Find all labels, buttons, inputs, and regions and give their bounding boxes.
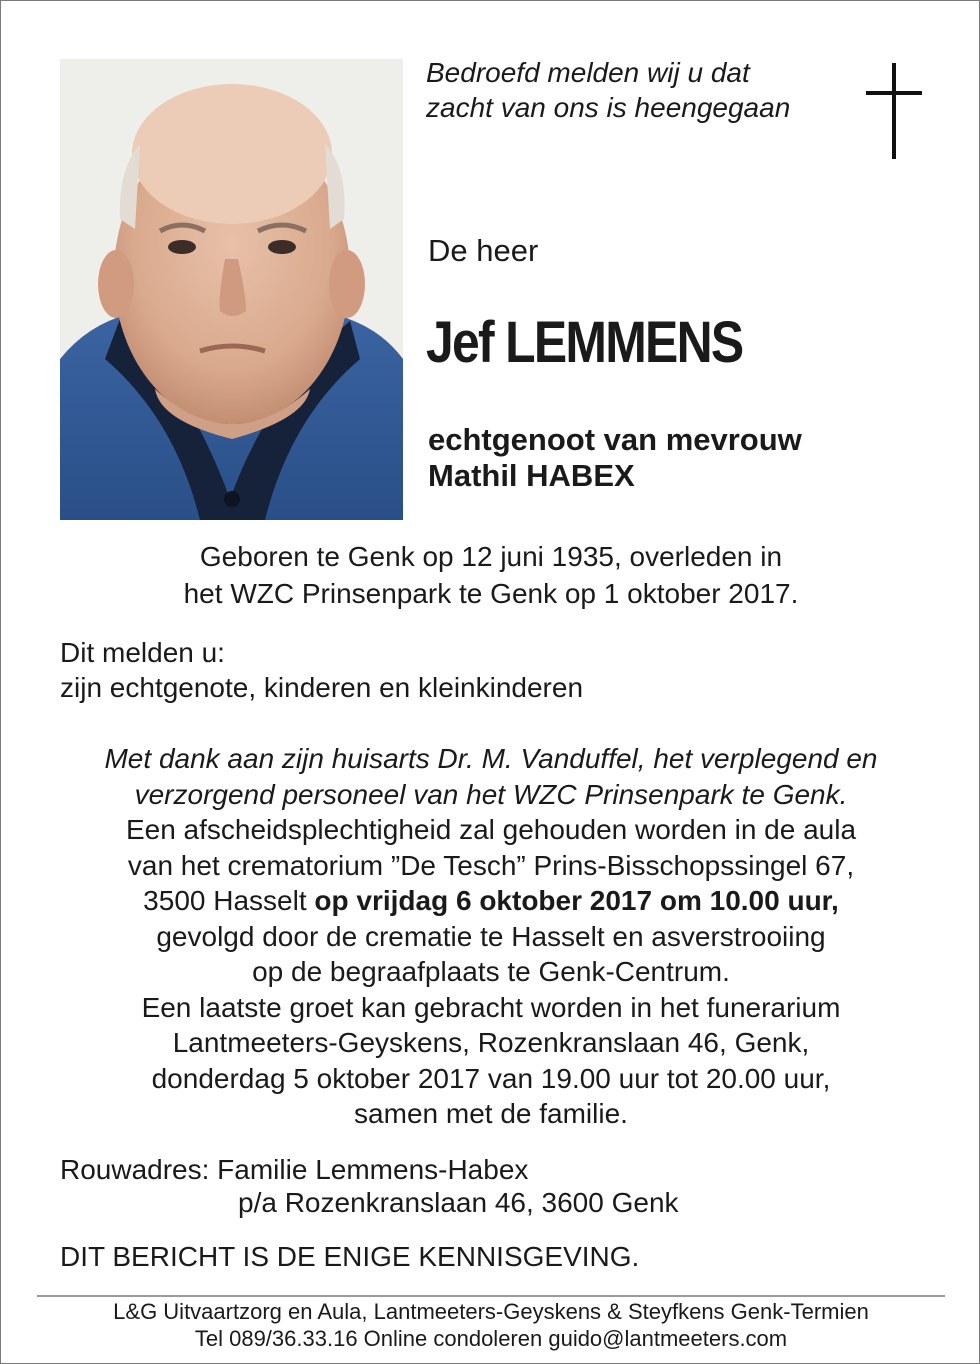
ceremony-line: Een afscheidsplechtigheid zal gehouden worden in de aula [125, 814, 857, 845]
announced-by [60, 635, 583, 705]
ceremony-text [41, 741, 941, 1132]
announce-family: zijn echtgenote, kinderen en kleinkinderen [60, 672, 584, 703]
thanks-line: Met dank aan zijn huisarts Dr. M. Vanduffel, het verplegend en [104, 743, 878, 774]
honorific: De heer [428, 233, 539, 268]
mourning-address: Rouwadres: Familie Lemmens-Habex [60, 1154, 529, 1185]
ceremony-line: Een laatste groet kan gebracht worden in het funerarium [141, 991, 841, 1023]
cross-icon [866, 63, 922, 159]
spouse-name: Mathil HABEX [428, 458, 635, 493]
ceremony-line: samen met de familie. [354, 1098, 628, 1129]
footer-divider [37, 1295, 945, 1297]
ceremony-line: Lantmeeters-Geyskens, Rozenkranslaan 46, Genk, [172, 1027, 810, 1058]
thanks-line: verzorgend personeel van het WZC Prinsenpark te Genk. [134, 778, 848, 810]
ceremony-line: gevolgd door de crematie te Hasselt en asverstrooiing [156, 920, 826, 952]
birth-line: Geboren te Genk op 12 juni 1935, overleden in [199, 541, 783, 572]
ceremony-line: op de begraafplaats te Genk-Centrum. [252, 956, 730, 987]
mourning-address-street: p/a Rozenkranslaan 46, 3600 Genk [238, 1187, 679, 1218]
birth-death-info [41, 538, 941, 612]
ceremony-date-line [41, 883, 941, 919]
ceremony-date: op vrijdag 6 oktober 2017 om 10.00 uur, [314, 885, 839, 916]
sole-notice: DIT BERICHT IS DE ENIGE KENNISGEVING. [60, 1241, 640, 1272]
spouse-line: echtgenoot van mevrouw [428, 422, 802, 457]
intro-text [426, 55, 790, 125]
ceremony-line: donderdag 5 oktober 2017 van 19.00 uur tot 20.00 uur, [151, 1062, 831, 1094]
intro-line: zacht van ons is heengegaan [426, 92, 791, 123]
ceremony-line: van het crematorium ”De Tesch” Prins-Bisschopssingel 67, [127, 849, 855, 881]
announce-heading: Dit melden u: [60, 637, 225, 668]
ceremony-place: 3500 Hasselt [143, 885, 307, 916]
footer [41, 1298, 941, 1352]
deceased-name: Jef LEMMENS [426, 310, 743, 375]
contact-line: Tel 089/36.33.16 Online condoleren guido@lantmeeters.com [194, 1326, 788, 1351]
spouse-info [428, 422, 802, 494]
funeral-home: L&G Uitvaartzorg en Aula, Lantmeeters-Geyskens & Steyfkens Genk-Termien [113, 1299, 869, 1324]
portrait-image [60, 59, 403, 520]
death-line: het WZC Prinsenpark te Genk op 1 oktober 2017. [183, 578, 799, 609]
portrait-photo [60, 59, 403, 520]
intro-line: Bedroefd melden wij u dat [426, 57, 750, 88]
